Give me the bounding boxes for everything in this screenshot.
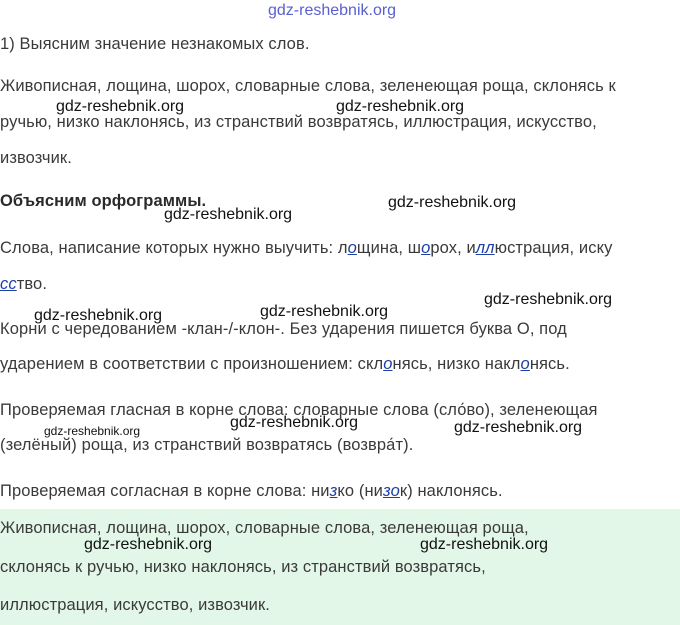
words-line-3: извозчик. (0, 149, 72, 167)
site-title: gdz-reshebnik.org (268, 2, 397, 19)
learn-text: тво. (16, 275, 48, 293)
watermark: gdz-reshebnik.org (260, 303, 389, 320)
watermark: gdz-reshebnik.org (388, 194, 517, 211)
watermark: gdz-reshebnik.org (34, 307, 163, 324)
words-line-2: ручью, низко наклонясь, из странствий возвратясь, иллюстрация, искусство, (0, 113, 597, 131)
highlighted-letter: лл (475, 239, 495, 257)
watermark: gdz-reshebnik.org (84, 536, 213, 553)
watermark: gdz-reshebnik.org (454, 419, 583, 436)
answer-line-1: Живописная, лощина, шорох, словарные слова, зеленеющая роща, (0, 519, 529, 537)
learn-text: щина, ш (356, 239, 422, 257)
highlighted-letter: зо (383, 482, 400, 500)
learn-line-1 (0, 239, 612, 258)
consonant-text: ко (ни (337, 482, 383, 500)
highlighted-letter: о (520, 355, 530, 373)
watermark: gdz-reshebnik.org (164, 206, 293, 223)
task-heading: 1) Выясним значение незнакомых слов. (0, 35, 310, 53)
vowel-line-1: Проверяемая гласная в корне слова: словарные слова (сло́во), зеленеющая (0, 401, 598, 419)
watermark: gdz-reshebnik.org (230, 414, 359, 431)
learn-line-2 (0, 275, 47, 294)
watermark: gdz-reshebnik.org (56, 98, 185, 115)
roots-line-2 (0, 355, 570, 374)
learn-text: рох, и (430, 239, 476, 257)
consonant-text: Проверяемая согласная в корне слова: ни (0, 482, 330, 500)
watermark: gdz-reshebnik.org (484, 291, 613, 308)
highlighted-letter: о (383, 355, 393, 373)
vowel-line-2: (зелёный) роща, из странствий возвратясь (возвра́т). (0, 436, 414, 454)
highlighted-letter: сс (0, 275, 17, 293)
consonant-text: к) наклонясь. (399, 482, 503, 500)
answer-line-2: склонясь к ручью, низко наклонясь, из странствий возвратясь, (0, 558, 486, 576)
roots-text: ударением в соответствии с произношением: скл (0, 355, 384, 373)
learn-text: Слова, написание которых нужно выучить: л (0, 239, 348, 257)
roots-text: нясь. (529, 355, 570, 373)
consonant-line (0, 482, 503, 501)
answer-line-3: иллюстрация, искусство, извозчик. (0, 596, 270, 614)
watermark: gdz-reshebnik.org (420, 536, 549, 553)
roots-line-1: Корни с чередованием -клан-/-клон-. Без ударения пишется буква О, под (0, 320, 567, 338)
roots-text: нясь, низко накл (392, 355, 521, 373)
learn-text: юстрация, иску (494, 239, 613, 257)
words-line-1: Живописная, лощина, шорох, словарные слова, зеленеющая роща, склонясь к (0, 77, 616, 95)
watermark: gdz-reshebnik.org (44, 424, 141, 438)
orthogram-heading: Объясним орфограммы. (0, 192, 207, 210)
highlighted-letter: з (329, 482, 338, 500)
watermark: gdz-reshebnik.org (336, 98, 465, 115)
highlighted-letter: о (347, 239, 357, 257)
highlighted-letter: о (421, 239, 431, 257)
